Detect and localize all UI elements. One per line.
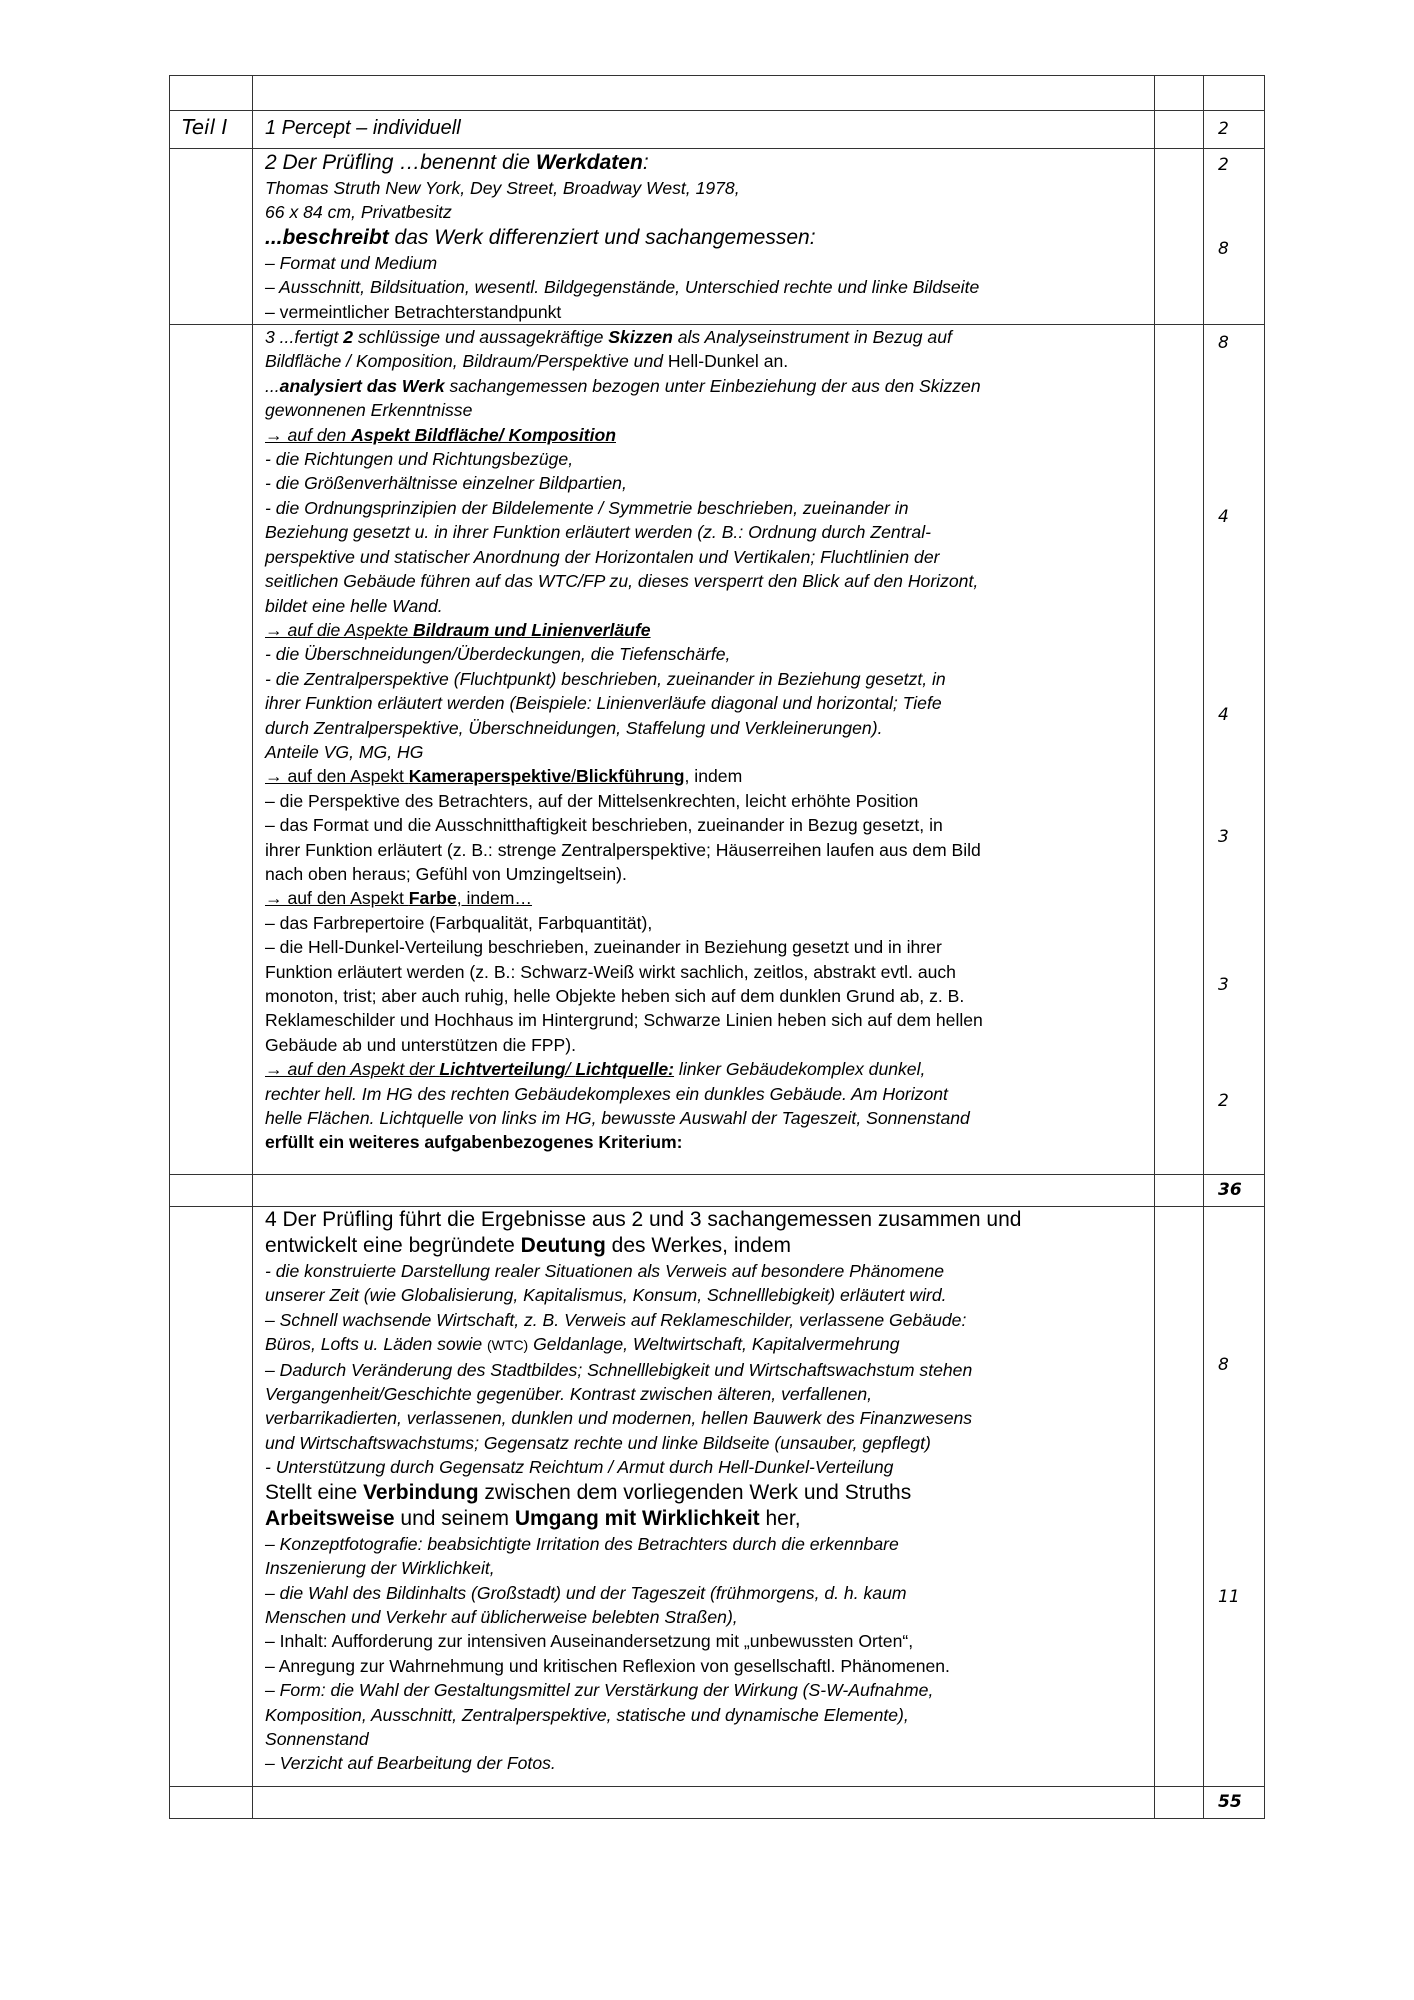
points-value: 2 bbox=[1218, 155, 1229, 175]
list-item: – vermeintlicher Betrachterstandpunkt bbox=[265, 301, 562, 322]
list-line: Funktion erläutert werden (z. B.: Schwarz-Weiß wirkt sachlich, zeitlos, abstrakt evtl. auch bbox=[265, 961, 956, 982]
list-line: ihrer Funktion erläutert (z. B.: strenge Zentralperspektive; Häuserreihen laufen aus dem Bild bbox=[265, 839, 981, 860]
list-line: und Wirtschaftswachstums; Gegensatz rechte und linke Bildseite (unsauber, gepflegt) bbox=[265, 1432, 931, 1453]
list-line: - die Überschneidungen/Überdeckungen, die Tiefenschärfe, bbox=[265, 644, 731, 665]
spacer-cell bbox=[1155, 1207, 1204, 1787]
list-line: perspektive und statischer Anordnung der Horizontalen und Vertikalen; Fluchtlinien der bbox=[265, 546, 940, 567]
points-cell bbox=[1204, 1175, 1265, 1207]
label-cell bbox=[170, 325, 253, 1175]
subtotal-row bbox=[170, 1175, 1265, 1207]
list-line: Inszenierung der Wirklichkeit, bbox=[265, 1558, 495, 1579]
verbindung-line: Arbeitsweise und seinem Umgang mit Wirklichkeit her, bbox=[265, 1506, 801, 1530]
work-data-line: 66 x 84 cm, Privatbesitz bbox=[265, 202, 452, 223]
spacer-cell bbox=[1155, 325, 1204, 1175]
verbindung-line: Stellt eine Verbindung zwischen dem vorliegenden Werk und Struths bbox=[265, 1480, 912, 1504]
task-3-line: Bildfläche / Komposition, Bildraum/Perspektive und Hell-Dunkel an. bbox=[265, 351, 789, 372]
spacer-cell bbox=[1155, 1175, 1204, 1207]
list-line: – das Farbrepertoire (Farbqualität, Farbquantität), bbox=[265, 912, 653, 933]
list-line: – Dadurch Veränderung des Stadtbildes; Schnelllebigkeit und Wirtschaftswachstum stehen bbox=[265, 1359, 973, 1380]
list-line: Vergangenheit/Geschichte gegenüber. Kontrast zwischen älteren, verfallenen, bbox=[265, 1384, 873, 1405]
list-line: – die Hell-Dunkel-Verteilung beschrieben, zueinander in Beziehung gesetzt und in ihrer bbox=[265, 937, 942, 958]
aspect-heading: → auf die Aspekte Bildraum und Linienverläufe bbox=[265, 619, 651, 640]
list-line: – Schnell wachsende Wirtschaft, z. B. Verweis auf Reklameschilder, verlassene Gebäude: bbox=[265, 1309, 967, 1330]
label-cell bbox=[170, 111, 253, 149]
list-line: – Form: die Wahl der Gestaltungsmittel zur Verstärkung der Wirkung (S-W-Aufnahme, bbox=[265, 1680, 934, 1701]
points-value: 11 bbox=[1218, 1587, 1240, 1608]
criteria-cell bbox=[253, 1787, 1155, 1819]
list-line: – Konzeptfotografie: beabsichtigte Irritation des Betrachters durch die erkennbare bbox=[265, 1533, 899, 1554]
extra-criterion: erfüllt ein weiteres aufgabenbezogenes Kriterium: bbox=[265, 1132, 683, 1153]
list-line: Gebäude ab und unterstützen die FPP). bbox=[265, 1034, 577, 1055]
task-3-line: 3 ...fertigt 2 schlüssige und aussagekräftige Skizzen als Analyseinstrument in Bezug auf bbox=[265, 327, 952, 348]
task-3-line: ...analysiert das Werk sachangemessen bezogen unter Einbeziehung der aus den Skizzen bbox=[265, 375, 981, 396]
criteria-cell bbox=[253, 111, 1155, 149]
spacer-cell bbox=[1155, 76, 1204, 111]
list-line: - Unterstützung durch Gegensatz Reichtum / Armut durch Hell-Dunkel-Verteilung bbox=[265, 1457, 894, 1478]
aspect-heading: → auf den Aspekt Bildfläche/ Komposition bbox=[265, 424, 616, 445]
deutung-list bbox=[265, 1259, 1144, 1332]
spacer-cell bbox=[1155, 1787, 1204, 1819]
list-line: – das Format und die Ausschnitthaftigkeit beschrieben, zueinander in Bezug gesetzt, in bbox=[265, 815, 943, 836]
list-item: – Ausschnitt, Bildsituation, wesentl. Bildgegenstände, Unterschied rechte und linke Bildseite bbox=[265, 277, 980, 298]
deutung-list bbox=[265, 1358, 1144, 1480]
konzept-list bbox=[265, 1629, 1144, 1678]
points-value: 3 bbox=[1218, 827, 1229, 848]
work-data-line: Thomas Struth New York, Dey Street, Broadway West, 1978, bbox=[265, 178, 740, 198]
list-line: Sonnenstand bbox=[265, 1728, 369, 1749]
table-header-row bbox=[170, 76, 1265, 111]
list-line: Reklameschilder und Hochhaus im Hintergrund; Schwarze Linien heben sich auf dem hellen bbox=[265, 1010, 983, 1031]
aspect-list bbox=[265, 789, 1144, 887]
list-item: – Format und Medium bbox=[265, 252, 438, 273]
list-line: monoton, trist; aber auch ruhig, helle Objekte heben sich auf dem dunklen Grund ab, z. B. bbox=[265, 986, 965, 1006]
criteria-cell bbox=[253, 325, 1155, 1175]
list-line: – Inhalt: Aufforderung zur intensiven Auseinandersetzung mit „unbewussten Orten“, bbox=[265, 1631, 914, 1652]
points-value: 8 bbox=[1218, 333, 1229, 354]
criteria-cell bbox=[253, 1175, 1155, 1207]
task-1-text: 1 Percept – individuell bbox=[265, 117, 461, 139]
label-cell bbox=[170, 1787, 253, 1819]
criteria-cell bbox=[253, 149, 1155, 325]
evaluation-table bbox=[169, 75, 1265, 1819]
konzept-list bbox=[265, 1532, 1144, 1630]
points-value: 3 bbox=[1218, 975, 1229, 996]
list-line: – die Perspektive des Betrachters, auf der Mittelsenkrechten, leicht erhöhte Position bbox=[265, 790, 919, 811]
aspect-heading: → auf den Aspekt der Lichtverteilung/ Lichtquelle: linker Gebäudekomplex dunkel, bbox=[265, 1059, 926, 1080]
label-cell bbox=[170, 1207, 253, 1787]
list-line: helle Flächen. Lichtquelle von links im HG, bewusste Auswahl der Tageszeit, Sonnenstand bbox=[265, 1108, 970, 1129]
points-cell bbox=[1204, 1787, 1265, 1819]
list-line: - die konstruierte Darstellung realer Situationen als Verweis auf besondere Phänomene bbox=[265, 1261, 945, 1282]
points-value: 4 bbox=[1218, 507, 1229, 528]
points-value: 8 bbox=[1218, 1355, 1229, 1376]
points-value: 4 bbox=[1218, 705, 1229, 726]
table-row bbox=[170, 1207, 1265, 1787]
points-value: 2 bbox=[1218, 119, 1229, 139]
list-line: rechter hell. Im HG des rechten Gebäudekomplexes ein dunkles Gebäude. Am Horizont bbox=[265, 1083, 948, 1104]
list-line: - die Richtungen und Richtungsbezüge, bbox=[265, 449, 574, 470]
criteria-cell bbox=[253, 76, 1155, 111]
label-cell bbox=[170, 149, 253, 325]
list-line: unserer Zeit (wie Globalisierung, Kapitalismus, Konsum, Schnelllebigkeit) erläutert wird. bbox=[265, 1285, 947, 1306]
list-line: nach oben heraus; Gefühl von Umzingeltsein). bbox=[265, 863, 627, 884]
points-cell bbox=[1204, 149, 1265, 325]
list-line: bildet eine helle Wand. bbox=[265, 595, 443, 616]
list-line: - die Ordnungsprinzipien der Bildelemente / Symmetrie beschrieben, zueinander in bbox=[265, 497, 909, 518]
label-cell bbox=[170, 76, 253, 111]
points-cell bbox=[1204, 76, 1265, 111]
list-line: – die Wahl des Bildinhalts (Großstadt) und der Tageszeit (frühmorgens, d. h. kaum bbox=[265, 1582, 907, 1603]
table-row bbox=[170, 149, 1265, 325]
list-line: - die Zentralperspektive (Fluchtpunkt) beschrieben, zueinander in Beziehung gesetzt, in bbox=[265, 668, 946, 689]
task-4-intro: 4 Der Prüfling führt die Ergebnisse aus 2 und 3 sachangemessen zusammen und bbox=[265, 1208, 1022, 1232]
task-3-line: gewonnenen Erkenntnisse bbox=[265, 400, 473, 421]
points-value: 2 bbox=[1218, 1091, 1229, 1112]
list-line: Komposition, Ausschnitt, Zentralperspektive, statische und dynamische Elemente), bbox=[265, 1704, 909, 1725]
points-cell bbox=[1204, 1207, 1265, 1787]
table-row bbox=[170, 111, 1265, 149]
task-4-intro: entwickelt eine begründete Deutung des Werkes, indem bbox=[265, 1234, 792, 1258]
aspect-list bbox=[265, 642, 1144, 764]
spacer-cell bbox=[1155, 111, 1204, 149]
total-row bbox=[170, 1787, 1265, 1819]
aspect-list bbox=[265, 911, 1144, 1057]
list-line: Menschen und Verkehr auf üblicherweise belebten Straßen), bbox=[265, 1606, 738, 1627]
deutung-line: Büros, Lofts u. Läden sowie (WTC) Geldanlage, Weltwirtschaft, Kapitalvermehrung bbox=[265, 1334, 900, 1355]
list-line: durch Zentralperspektive, Überschneidungen, Staffelung und Verkleinerungen). bbox=[265, 717, 883, 738]
points-cell bbox=[1204, 111, 1265, 149]
task-2-intro: 2 Der Prüfling …benennt die Werkdaten: bbox=[265, 151, 649, 174]
aspect-list bbox=[265, 1082, 1144, 1131]
konzept-list bbox=[265, 1678, 1144, 1776]
list-line: - die Größenverhältnisse einzelner Bildpartien, bbox=[265, 473, 627, 494]
total-value: 55 bbox=[1218, 1792, 1242, 1813]
points-value: 8 bbox=[1218, 239, 1229, 259]
table-row bbox=[170, 325, 1265, 1175]
list-line: – Anregung zur Wahrnehmung und kritischen Reflexion von gesellschaftl. Phänomenen. bbox=[265, 1655, 950, 1676]
list-line: ihrer Funktion erläutert werden (Beispiele: Linienverläufe diagonal und horizontal; Tiefe bbox=[265, 693, 942, 714]
list-line: verbarrikadierten, verlassenen, dunklen und modernen, hellen Bauwerk des Finanzwesens bbox=[265, 1408, 973, 1429]
describe-heading: ...beschreibt das Werk differenziert und sachangemessen: bbox=[265, 225, 816, 249]
list-line: Beziehung gesetzt u. in ihrer Funktion erläutert werden (z. B.: Ordnung durch Zentral- bbox=[265, 522, 931, 543]
points-cell bbox=[1204, 325, 1265, 1175]
label-cell bbox=[170, 1175, 253, 1207]
aspect-list bbox=[265, 447, 1144, 618]
list-line: seitlichen Gebäude führen auf das WTC/FP zu, dieses versperrt den Blick auf den Horizont, bbox=[265, 571, 979, 592]
list-line: Anteile VG, MG, HG bbox=[265, 741, 424, 762]
spacer-cell bbox=[1155, 149, 1204, 325]
section-label: Teil I bbox=[182, 115, 228, 139]
aspect-heading: → auf den Aspekt Kameraperspektive/Blickführung, indem bbox=[265, 766, 743, 787]
criteria-cell bbox=[253, 1207, 1155, 1787]
list-line: – Verzicht auf Bearbeitung der Fotos. bbox=[265, 1753, 556, 1774]
aspect-heading: → auf den Aspekt Farbe, indem… bbox=[265, 888, 532, 909]
subtotal-value: 36 bbox=[1218, 1180, 1242, 1201]
